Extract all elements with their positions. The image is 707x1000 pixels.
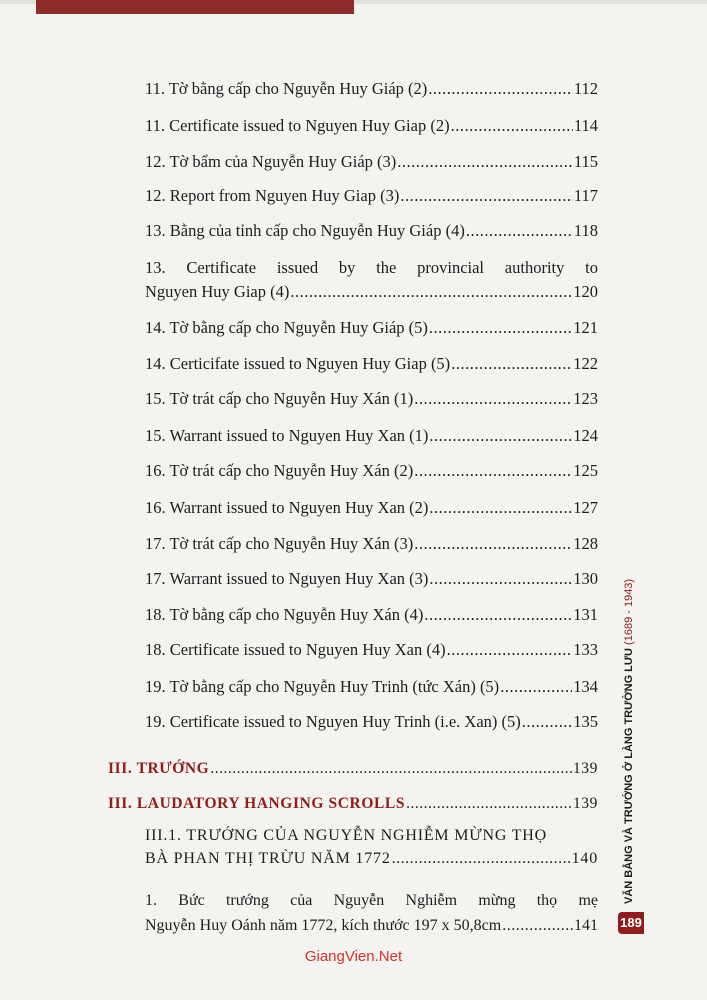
dot-leader [400,186,573,205]
toc-entry[interactable] [145,640,598,659]
toc-entry-label: 19. Certificate issued to Nguyen Huy Trinh (i.e. Xan) (5) [145,712,521,731]
toc-section-page: 139 [572,795,598,812]
toc-entry-label: 19. Tờ bằng cấp cho Nguyễn Huy Trinh (tức Xán) (5) [145,677,500,696]
toc-entry-label: 14. Tờ bằng cấp cho Nguyễn Huy Giáp (5) [145,318,428,337]
toc-entry[interactable] [145,888,598,938]
toc-entry-label: 16. Warrant issued to Nguyen Huy Xan (2) [145,498,429,517]
side-header-title: VĂN BẰNG VÀ TRƯỚNG [623,774,635,904]
toc-entry-label: 18. Tờ bằng cấp cho Nguyễn Huy Xán (4) [145,605,424,624]
dot-leader [429,498,572,517]
dot-leader [414,534,572,553]
toc-entry[interactable] [145,605,598,624]
dot-leader [290,280,572,304]
dot-leader [451,116,573,135]
toc-entry-label: 11. Tờ bằng cấp cho Nguyễn Huy Giáp (2) [145,79,428,98]
toc-entry-label: 11. Certificate issued to Nguyen Huy Giap (2) [145,116,450,135]
toc-section[interactable] [108,794,598,813]
toc-subsection[interactable] [145,824,598,870]
toc-entry-page: 134 [573,677,598,696]
toc-entry[interactable] [145,389,598,408]
watermark: GiangVien.Net [304,948,403,965]
side-header-subtitle: Ở LÀNG TRƯỜNG LƯU [623,648,635,772]
toc-entry-label: 14. Certicifate issued to Nguyen Huy Giap (5) [145,354,451,373]
toc-entry-page: 115 [573,152,598,171]
dot-leader [414,389,572,408]
toc-entry-label: 17. Tờ trát cấp cho Nguyễn Huy Xán (3) [145,534,414,553]
toc-entry[interactable] [145,712,598,731]
toc-section-label: III. TRƯỚNG [108,760,210,777]
toc-entry-page: 128 [573,534,598,553]
dot-leader [466,221,573,240]
toc-entry-label: Nguyễn Huy Oánh năm 1772, kích thước 197 x 50,8cm [145,917,502,934]
dot-leader [406,794,572,813]
toc-entry-page: 112 [573,79,598,98]
toc-entry[interactable] [145,534,598,553]
toc-entry-label-line1: 1. Bức trướng của Nguyễn Nghiễm mừng thọ mẹ [145,892,598,909]
dot-leader [414,461,572,480]
running-side-header [618,578,640,904]
toc-entry-label: 15. Tờ trát cấp cho Nguyễn Huy Xán (1) [145,389,414,408]
toc-entry-page: 130 [573,569,598,588]
dot-leader [500,677,572,696]
toc-entry[interactable] [145,569,598,588]
dot-leader [392,847,571,870]
toc-entry-label-line1: 13. Certificate issued by the provincial authority to [145,258,598,277]
dot-leader [397,152,573,171]
toc-entry-label: 16. Tờ trát cấp cho Nguyễn Huy Xán (2) [145,461,414,480]
page-number-badge: 189 [618,912,644,934]
toc-subsection-page: 140 [571,850,598,867]
dot-leader [429,318,572,337]
toc-entry-page: 135 [573,712,598,731]
toc-entry[interactable] [145,498,598,517]
dot-leader [428,79,573,98]
toc-entry[interactable] [145,677,598,696]
toc-entry[interactable] [145,461,598,480]
toc-entry-page: 117 [573,186,598,205]
dot-leader [502,913,573,938]
toc-entry-page: 124 [573,426,598,445]
dot-leader [429,426,572,445]
dot-leader [451,354,572,373]
toc-section-page: 139 [572,760,598,777]
toc-entry-label: 12. Tờ bẩm của Nguyễn Huy Giáp (3) [145,152,397,171]
dot-leader [429,569,572,588]
toc-entry-page: 131 [573,605,598,624]
toc-entry-page: 127 [573,498,598,517]
toc-section-label: III. LAUDATORY HANGING SCROLLS [108,795,406,812]
toc-entry[interactable] [145,152,598,171]
dot-leader [424,605,572,624]
toc-subsection-label-line1: III.1. TRƯỚNG CỦA NGUYỄN NGHIỄM MỪNG THỌ [145,827,547,844]
toc-entry-label: 13. Bằng của tỉnh cấp cho Nguyễn Huy Giáp (4) [145,221,465,240]
toc-entry-page: 118 [573,221,598,240]
toc-entry[interactable] [145,256,598,304]
toc-entry-page: 120 [573,282,598,301]
toc-entry-page: 133 [573,640,598,659]
toc-subsection-label: BÀ PHAN THỊ TRỪU NĂM 1772 [145,850,391,867]
toc-entry[interactable] [145,318,598,337]
toc-entry[interactable] [145,354,598,373]
toc-entry[interactable] [145,186,598,205]
toc-entry[interactable] [145,426,598,445]
dot-leader [210,759,572,778]
toc-entry[interactable] [145,116,598,135]
toc-entry-label: 15. Warrant issued to Nguyen Huy Xan (1) [145,426,429,445]
toc-entry-label: 17. Warrant issued to Nguyen Huy Xan (3) [145,569,429,588]
toc-entry-label: 12. Report from Nguyen Huy Giap (3) [145,186,400,205]
side-header-range: (1689 - 1943) [623,578,635,645]
toc-entry-label: 18. Certificate issued to Nguyen Huy Xan (4) [145,640,446,659]
toc-entry[interactable] [145,221,598,240]
toc-entry-page: 121 [573,318,598,337]
toc-entry[interactable] [145,79,598,98]
toc-entry-page: 123 [573,389,598,408]
toc-entry-page: 114 [573,116,598,135]
dot-leader [522,712,572,731]
toc-entry-page: 122 [573,354,598,373]
dot-leader [447,640,573,659]
toc-entry-label: Nguyen Huy Giap (4) [145,282,290,301]
toc-entry-page: 141 [574,917,598,934]
toc-entry-page: 125 [573,461,598,480]
toc-section[interactable] [108,759,598,778]
